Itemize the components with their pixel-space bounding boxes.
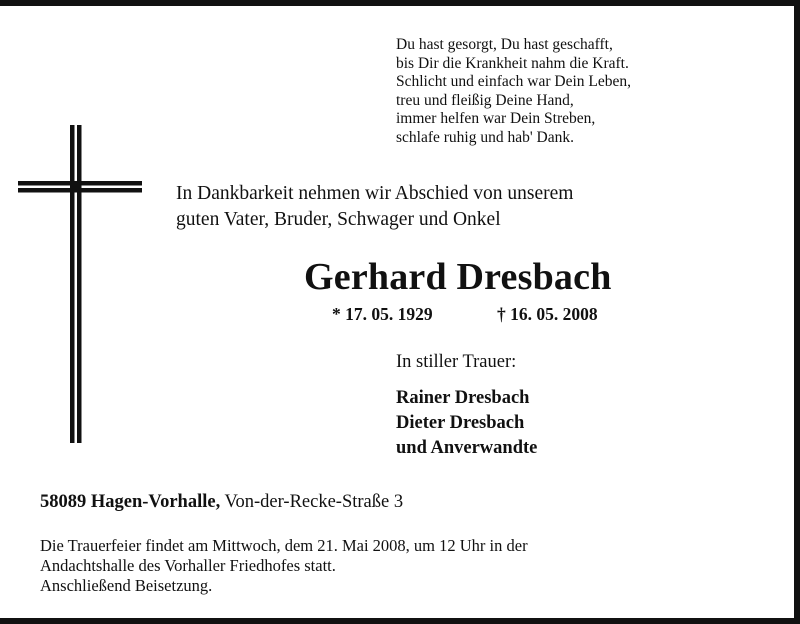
poem-line: treu und fleißig Deine Hand, bbox=[396, 91, 574, 109]
death-date: † 16. 05. 2008 bbox=[497, 304, 598, 324]
funeral-line: Andachtshalle des Vorhaller Friedhofes statt. bbox=[40, 556, 336, 575]
poem-line: Schlicht und einfach war Dein Leben, bbox=[396, 73, 631, 91]
intro-line: In Dankbarkeit nehmen wir Abschied von unserem bbox=[176, 183, 574, 204]
poem-line: schlafe ruhig und hab' Dank. bbox=[396, 128, 574, 146]
mourner-name: Rainer Dresbach bbox=[396, 388, 530, 408]
funeral-line: Die Trauerfeier findet am Mittwoch, dem 21. Mai 2008, um 12 Uhr in der bbox=[40, 536, 528, 555]
poem-line: bis Dir die Krankheit nahm die Kraft. bbox=[396, 54, 629, 72]
frame-right-border bbox=[794, 0, 800, 624]
mourner-name: und Anverwandte bbox=[396, 438, 538, 458]
address-street: Von-der-Recke-Straße 3 bbox=[224, 492, 404, 512]
address-city: 58089 Hagen-Vorhalle, bbox=[40, 492, 221, 512]
mourning-heading: In stiller Trauer: bbox=[396, 352, 517, 372]
poem-line: Du hast gesorgt, Du hast geschafft, bbox=[396, 36, 613, 53]
frame-bottom-border bbox=[0, 618, 800, 624]
funeral-details bbox=[40, 536, 528, 596]
funeral-line: Anschließend Beisetzung. bbox=[40, 576, 213, 595]
poem-line: immer helfen war Dein Streben, bbox=[396, 110, 596, 128]
mourners-list bbox=[396, 386, 537, 461]
mourner-name: Dieter Dresbach bbox=[396, 413, 525, 433]
intro-line: guten Vater, Bruder, Schwager und Onkel bbox=[176, 209, 501, 230]
intro-text bbox=[176, 181, 573, 233]
deceased-name: Gerhard Dresbach bbox=[304, 256, 612, 298]
birth-date: * 17. 05. 1929 bbox=[332, 304, 433, 324]
cross-icon bbox=[0, 0, 160, 460]
poem bbox=[396, 36, 631, 148]
address bbox=[40, 490, 403, 514]
